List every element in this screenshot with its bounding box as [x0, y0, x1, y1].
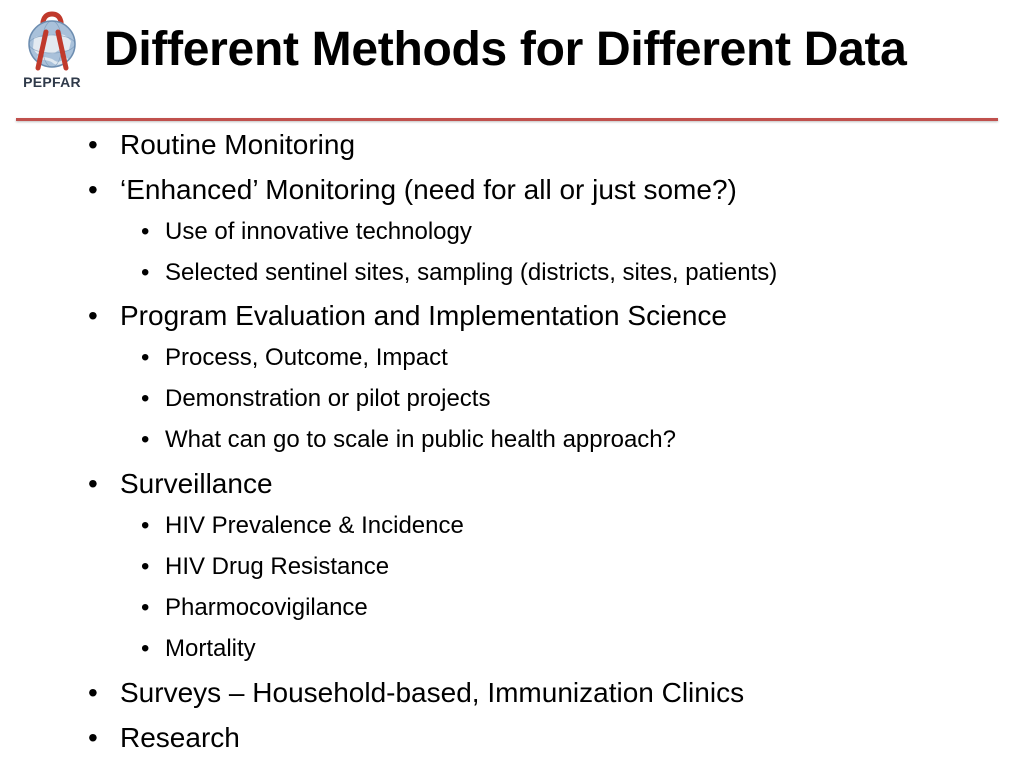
bullet-item [88, 676, 745, 710]
bullet-dot: • [141, 553, 150, 580]
bullet-dot: • [141, 259, 150, 286]
bullet-text: HIV Drug Resistance [165, 553, 390, 580]
bullet-text: Demonstration or pilot projects [165, 385, 491, 412]
bullet-item [88, 467, 273, 501]
bullet-dot: • [88, 129, 98, 160]
bullet-text: What can go to scale in public health approach? [165, 426, 676, 453]
bullet-dot: • [141, 344, 150, 371]
pepfar-logo [14, 8, 90, 96]
bullet-dot: • [141, 635, 150, 662]
bullet-dot: • [141, 385, 150, 412]
title-divider [16, 118, 998, 121]
sub-bullet-item [141, 425, 676, 455]
bullet-dot: • [88, 677, 98, 708]
bullet-text: Routine Monitoring [120, 129, 356, 160]
bullet-text: Pharmocovigilance [165, 594, 368, 621]
bullet-text: HIV Prevalence & Incidence [165, 512, 464, 539]
bullet-text: Mortality [165, 635, 256, 662]
bullet-item [88, 299, 728, 333]
globe-ribbon-icon [14, 8, 90, 78]
bullet-text: ‘Enhanced’ Monitoring (need for all or just some?) [120, 174, 737, 205]
bullet-dot: • [88, 722, 98, 753]
bullet-dot: • [88, 174, 98, 205]
sub-bullet-item [141, 384, 491, 414]
bullet-item [88, 128, 356, 162]
sub-bullet-item [141, 593, 368, 623]
bullet-dot: • [141, 512, 150, 539]
sub-bullet-item [141, 552, 390, 582]
bullet-dot: • [141, 426, 150, 453]
bullet-item [88, 721, 240, 755]
bullet-text: Process, Outcome, Impact [165, 344, 448, 371]
bullet-text: Research [120, 722, 240, 753]
sub-bullet-item [141, 217, 472, 247]
sub-bullet-item [141, 634, 256, 664]
bullet-text: Selected sentinel sites, sampling (districts, sites, patients) [165, 259, 778, 286]
sub-bullet-item [141, 258, 778, 288]
sub-bullet-item [141, 511, 464, 541]
sub-bullet-item [141, 343, 448, 373]
logo-text: PEPFAR [23, 74, 81, 90]
slide-title: Different Methods for Different Data [104, 23, 907, 76]
bullet-item [88, 173, 737, 207]
bullet-text: Program Evaluation and Implementation Science [120, 300, 728, 331]
bullet-text: Use of innovative technology [165, 218, 472, 245]
bullet-dot: • [141, 218, 150, 245]
bullet-dot: • [88, 300, 98, 331]
bullet-text: Surveillance [120, 468, 273, 499]
bullet-dot: • [141, 594, 150, 621]
bullet-dot: • [88, 468, 98, 499]
bullet-text: Surveys – Household-based, Immunization Clinics [120, 677, 745, 708]
